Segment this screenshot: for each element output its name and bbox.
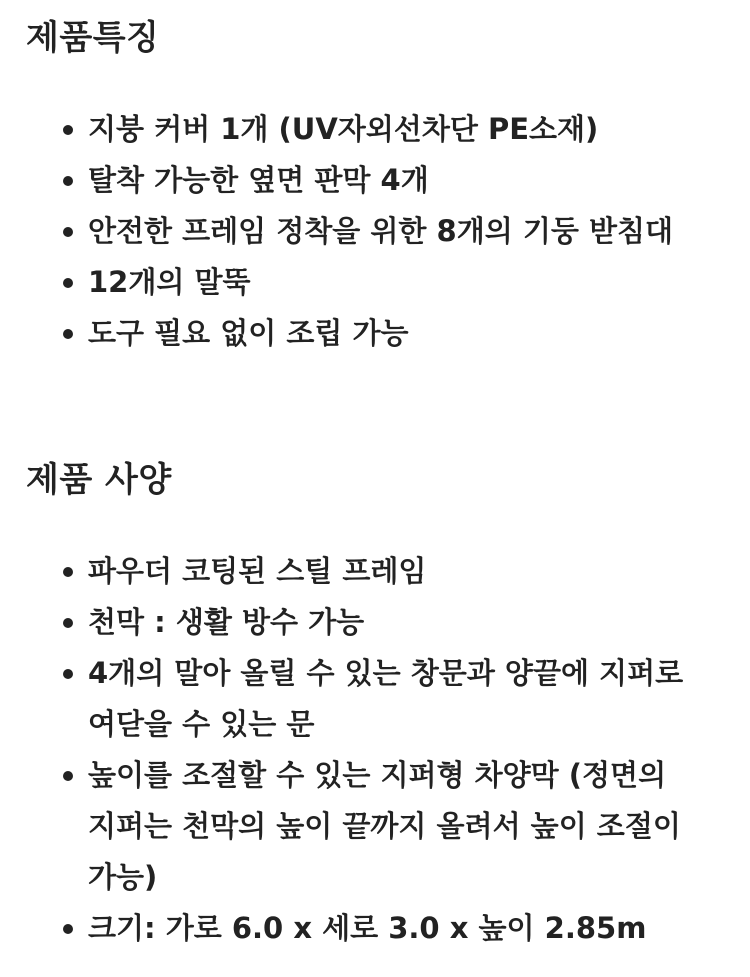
- specs-heading: 제품 사양: [26, 460, 172, 500]
- features-heading: 제품특징: [26, 18, 160, 58]
- bullet-icon: [63, 329, 73, 339]
- list-item: [0, 104, 750, 155]
- bullet-icon: [63, 567, 73, 577]
- list-item-text: 파우더 코팅된 스틸 프레임: [88, 554, 427, 588]
- features-list: [0, 104, 750, 359]
- list-item-text: 도구 필요 없이 조립 가능: [88, 316, 409, 350]
- list-item-text: 탈착 가능한 옆면 판막 4개: [88, 163, 429, 197]
- list-item: [0, 257, 750, 308]
- list-item-text: 지붕 커버 1개 (UV자외선차단 PE소재): [88, 112, 599, 146]
- bullet-icon: [63, 227, 73, 237]
- bullet-icon: [63, 924, 73, 934]
- bullet-icon: [63, 618, 73, 628]
- list-item-text: 높이를 조절할 수 있는 지퍼형 차양막 (정면의 지퍼는 천막의 높이 끝까지 올려서 높이 조절이 가능): [88, 758, 681, 894]
- list-item: [0, 308, 750, 359]
- list-item-text: 12개의 말뚝: [88, 265, 251, 299]
- list-item-text: 천막 : 생활 방수 가능: [88, 605, 365, 639]
- list-item: [0, 597, 750, 648]
- bullet-icon: [63, 176, 73, 186]
- list-item: [0, 206, 750, 257]
- list-item: [0, 903, 750, 954]
- bullet-icon: [63, 669, 73, 679]
- list-item: [0, 155, 750, 206]
- list-item-text: 크기: 가로 6.0 x 세로 3.0 x 높이 2.85m: [88, 911, 647, 945]
- list-item: [0, 750, 750, 903]
- list-item-text: 안전한 프레임 정착을 위한 8개의 기둥 받침대: [88, 214, 674, 248]
- bullet-icon: [63, 125, 73, 135]
- list-item: [0, 546, 750, 597]
- bullet-icon: [63, 771, 73, 781]
- list-item-text: 4개의 말아 올릴 수 있는 창문과 양끝에 지퍼로 여닫을 수 있는 문: [88, 656, 684, 741]
- bullet-icon: [63, 278, 73, 288]
- list-item: [0, 648, 750, 750]
- specs-list: [0, 546, 750, 954]
